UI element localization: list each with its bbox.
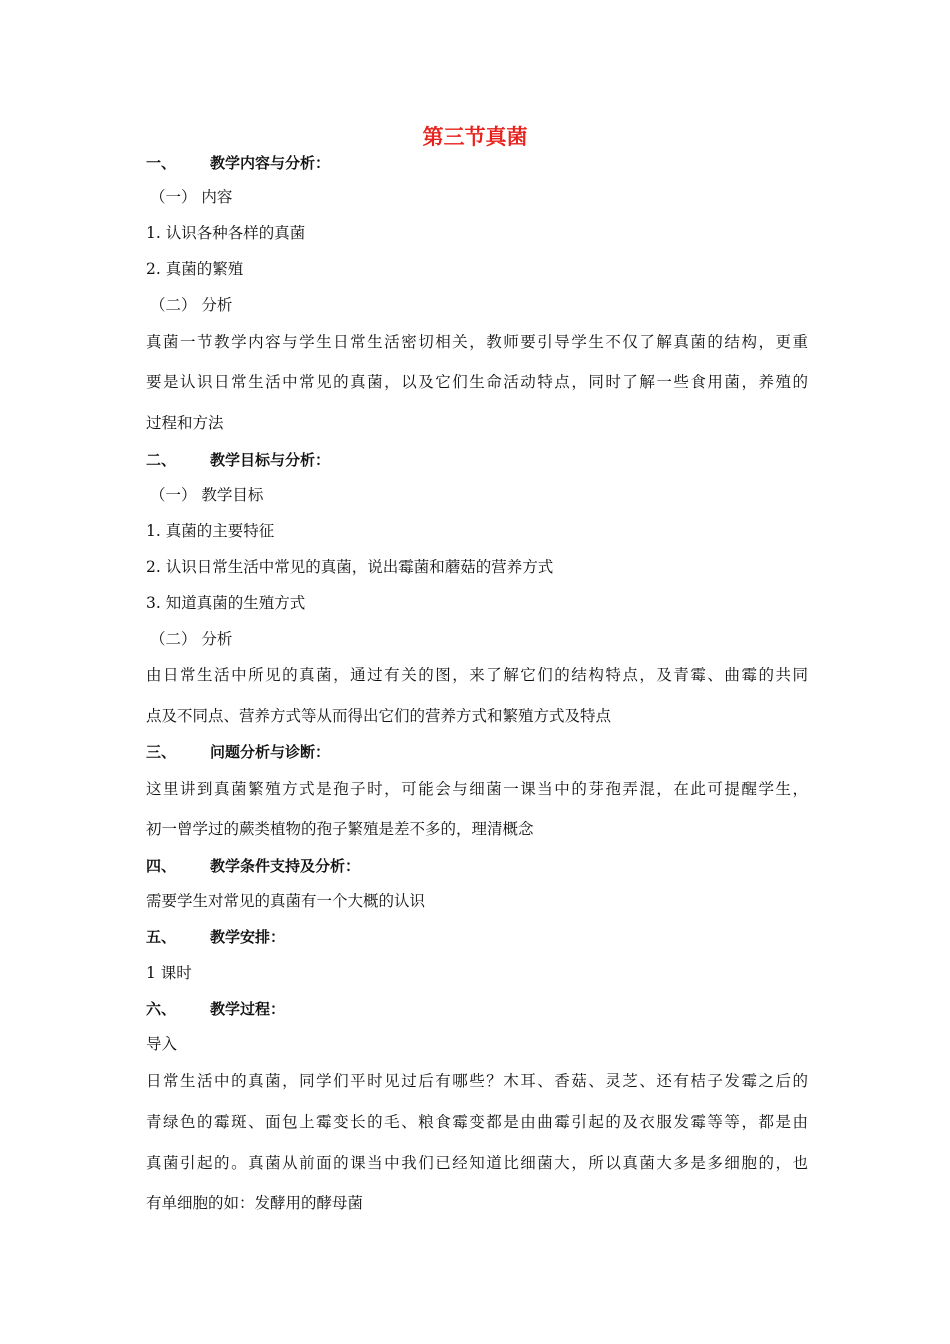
section-number: 五、 (146, 928, 177, 946)
section-number: 六、 (146, 1000, 177, 1018)
paragraph-line: 要是认识日常生活中常见的真菌，以及它们生命活动特点，同时了解一些食用菌，养殖的 (146, 373, 808, 391)
section-1-item-2: 2. 真菌的繁殖 (146, 260, 244, 278)
paragraph-line: 这里讲到真菌繁殖方式是孢子时，可能会与细菌一课当中的芽孢弄混，在此可提醒学生， (146, 780, 808, 798)
section-title: 教学内容与分析： (210, 154, 331, 172)
paragraph-line: 由日常生活中所见的真菌，通过有关的图，来了解它们的结构特点，及青霉、曲霉的共同 (146, 666, 808, 684)
paragraph-line: 真菌引起的。真菌从前面的课当中我们已经知道比细菌大，所以真菌大多是多细胞的，也 (146, 1154, 808, 1172)
page-title: 第三节真菌 (422, 125, 528, 149)
paragraph-line: 初一曾学过的蕨类植物的孢子繁殖是差不多的，理清概念 (146, 820, 534, 838)
section-1-heading (146, 152, 330, 174)
section-title: 教学过程： (210, 1000, 286, 1018)
section-number: 三、 (146, 743, 177, 761)
section-number: 四、 (146, 857, 177, 875)
section-5-heading (146, 926, 285, 948)
section-title: 教学目标与分析： (210, 451, 331, 469)
paragraph-line: 有单细胞的如：发酵用的酵母菌 (146, 1194, 364, 1212)
paragraph-line: 导入 (146, 1035, 178, 1053)
section-2-heading (146, 449, 330, 471)
section-2-item-1: 1. 真菌的主要特征 (146, 522, 275, 540)
section-2-sub-1: （一） 教学目标 (150, 486, 264, 504)
section-number: 一、 (146, 154, 177, 172)
section-title: 教学条件支持及分析： (210, 857, 361, 875)
paragraph-line: 点及不同点、营养方式等从而得出它们的营养方式和繁殖方式及特点 (146, 707, 612, 725)
paragraph-line: 真菌一节教学内容与学生日常生活密切相关，教师要引导学生不仅了解真菌的结构，更重 (146, 333, 808, 351)
paragraph-line: 过程和方法 (146, 414, 224, 432)
section-2-sub-2: （二） 分析 (150, 630, 233, 648)
paragraph-line: 1 课时 (146, 964, 192, 982)
section-title: 教学安排： (210, 928, 286, 946)
section-4-heading (146, 855, 360, 877)
section-1-item-1: 1. 认识各种各样的真菌 (146, 224, 306, 242)
paragraph-line: 需要学生对常见的真菌有一个大概的认识 (146, 892, 426, 910)
section-1-sub-1: （一） 内容 (150, 188, 233, 206)
section-2-item-3: 3. 知道真菌的生殖方式 (146, 594, 306, 612)
section-title: 问题分析与诊断： (210, 743, 331, 761)
paragraph-line: 日常生活中的真菌，同学们平时见过后有哪些？木耳、香菇、灵芝、还有桔子发霉之后的 (146, 1072, 808, 1090)
paragraph-line: 青绿色的霉斑、面包上霉变长的毛、粮食霉变都是由曲霉引起的及衣服发霉等等，都是由 (146, 1113, 808, 1131)
section-number: 二、 (146, 451, 177, 469)
section-3-heading (146, 741, 330, 763)
section-1-sub-2: （二） 分析 (150, 296, 233, 314)
section-2-item-2: 2. 认识日常生活中常见的真菌，说出霉菌和蘑菇的营养方式 (146, 558, 554, 576)
section-6-heading (146, 998, 285, 1020)
